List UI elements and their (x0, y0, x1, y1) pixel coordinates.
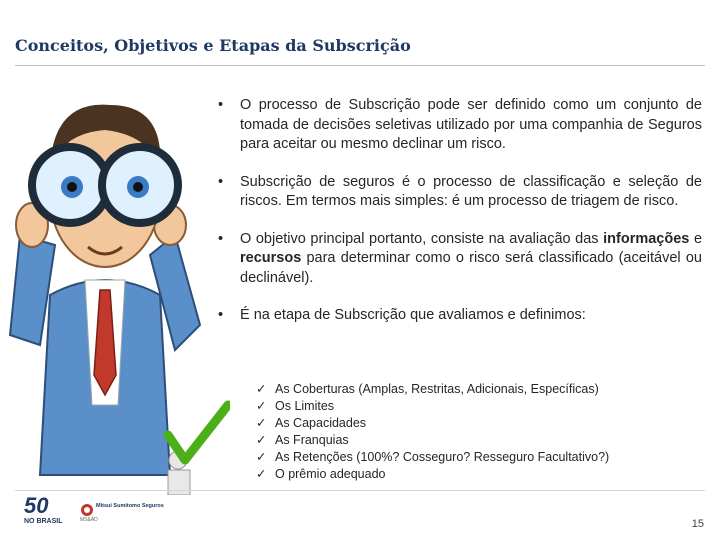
checklist-item: ✓ Os Limites (256, 399, 335, 413)
partner-logo-icon (80, 503, 94, 517)
bullet-text: O processo de Subscrição pode ser definido como um conjunto de tomada de decisões seletivas utilizado por uma companhia de Seguros para aceitar ou mesmo declinar um risco. (240, 97, 702, 152)
title-divider (15, 65, 705, 66)
footer-divider (15, 490, 705, 491)
partner-name: Mitsui Sumitomo Seguros (96, 503, 164, 509)
bullet-dot: • (218, 230, 224, 247)
right-pupil (133, 182, 143, 192)
logo-number: 50 (24, 493, 49, 518)
checklist-item: ✓ As Coberturas (Amplas, Restritas, Adicionais, Específicas) (256, 382, 599, 396)
page-number: 15 (691, 518, 704, 530)
check-icon: ✓ (256, 399, 267, 413)
partner-sub: MS&AD (80, 517, 98, 523)
list-item (218, 306, 702, 326)
checklist-item: ✓ As Franquias (256, 433, 349, 447)
logo-caption: NO BRASIL (24, 518, 63, 525)
bold-informacoes: informações (603, 230, 690, 247)
check-icon: ✓ (256, 416, 267, 430)
bullet-dot: • (218, 173, 224, 190)
list-item (218, 230, 702, 289)
left-pupil (67, 182, 77, 192)
bullet-dot: • (218, 307, 224, 323)
list-item (218, 173, 702, 212)
checklist (256, 381, 609, 483)
checklist-item: ✓ As Retenções (100%? Cosseguro? Resseguro Facultativo?) (256, 450, 610, 464)
slide-title: Conceitos, Objetivos e Etapas da Subscrição (15, 36, 411, 55)
businessman-illustration (0, 75, 230, 495)
check-icon: ✓ (256, 433, 267, 447)
bold-recursos: recursos (240, 250, 302, 266)
check-icon: ✓ (256, 467, 267, 481)
list-item (218, 96, 702, 155)
check-figure-body (168, 470, 190, 495)
check-icon: ✓ (256, 382, 267, 396)
big-check-mark (168, 405, 228, 460)
bullet-dot: • (218, 97, 224, 113)
bullet-text: O objetivo principal portanto, consiste na avaliação das informações e recursos para determinar como o risco será classificado (aceitável ou declinável). (240, 230, 703, 286)
bullet-text: É na etapa de Subscrição que avaliamos e definimos: (240, 307, 586, 323)
anniversary-logo (22, 493, 72, 529)
check-icon: ✓ (256, 450, 267, 464)
bullet-list (218, 96, 702, 344)
checklist-item: ✓ As Capacidades (256, 416, 367, 430)
checklist-item: ✓ O prêmio adequado (256, 467, 386, 481)
bullet-text: Subscrição de seguros é o processo de classificação e seleção de riscos. Em termos mais simples: é um processo de triagem de risco. (240, 173, 702, 209)
